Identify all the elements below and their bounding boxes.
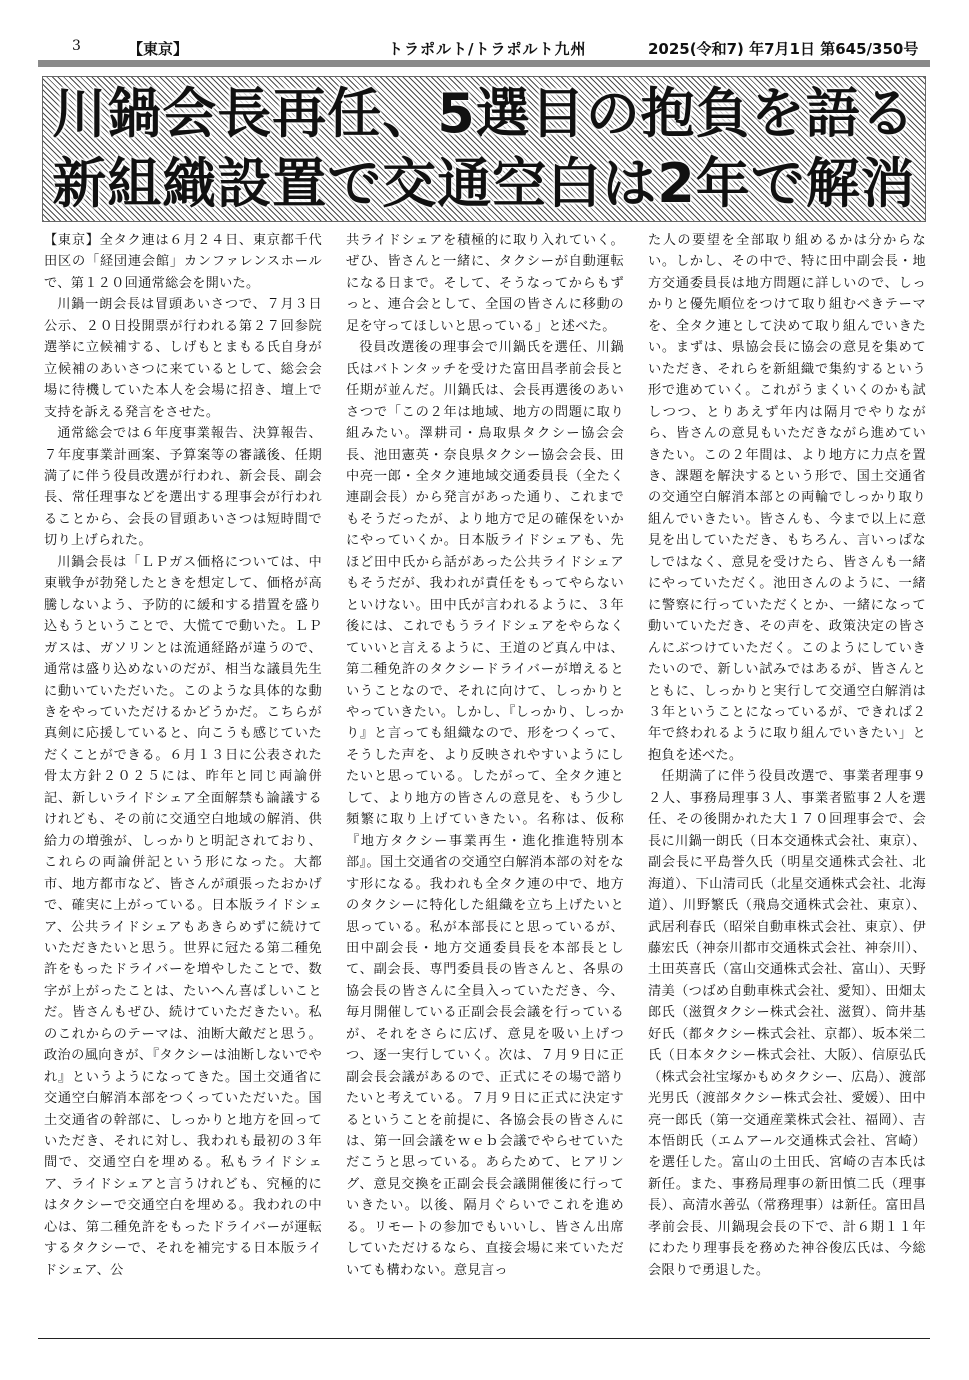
section-label: 【東京】	[128, 40, 189, 58]
paragraph: た人の要望を全部取り組めるかは分からない。しかし、その中で、特に田中副会長・地方交通委員長は地方問題に詳しいので、しっかりと優先順位をつけて取り組むべきテーマを、全タク連として決めて取り組んでいきたい。まずは、県協会長に協会の意見を集めていただき、それらを新組織で集約するという形で進めていく。これがうまくいくのかも試しつつ、とりあえず年内は隔月でやりながら、皆さんの意見もいただきながら進めていきたい。この２年間は、より地方に力点を置き、課題を解決するという形で、国土交通省の交通空白解消本部との両輪でしっかり取り組んでいきたい。皆さんも、今まで以上に意見を出していただき、もちろん、言いっぱなしではなく、意見を受けたら、皆さんも一緒にやっていただく。池田さんのように、一緒に警察に行っていただくとか、一緒になって動いていただき、その声を、政策決定の皆さんにぶつけていただく。このようにしていきたいので、新しい試みではあるが、皆さんとともに、しっかりと実行して交通空白解消は３年ということになっているが、できれば２年で終われるように取り組んでいきたい」と抱負を述べた。	[648, 233, 926, 763]
headline-line-1: 川鍋会長再任、5選目の抱負を語る	[52, 82, 916, 145]
header-rule	[38, 60, 930, 67]
publication-name: トラポルト/トラポルト九州	[388, 40, 587, 58]
article-column-2	[346, 230, 624, 1330]
paragraph: 通常総会では６年度事業報告、決算報告、７年度事業計画案、予算案等の審議後、任期満了に伴う役員改選が行われ、新会長、副会長、常任理事などを選出する理事会が行われることから、会長の冒頭あいさつは短時間で切り上げられた。	[44, 426, 322, 549]
paragraph: 役員改選後の理事会で川鍋氏を選任、川鍋氏はバトンタッチを受けた富田昌孝前会長と任期が並んだ。川鍋氏は、会長再選後のあいさつで「この２年は地域、地方の問題に取り組みたい。澤耕司・鳥取県タクシー協会会長、池田憲英・奈良県タクシー協会会長、田中亮一郎・全タク連地域交通委員長（全たく連副会長）から発言があった通り、これまでもそうだったが、より地方で足の確保をいかにやっていくか。日本版ライドシェアも、先ほど田中氏から話があった公共ライドシェアもそうだが、我われが責任をもってやらないといけない。田中氏が言われるように、３年後には、これでもうライドシェアをやらなくていいと言えるように、王道のど真ん中は、第二種免許のタクシードライバーが増えるということなので、それに向けて、しっかりとやっていきたい。しかし、『しっかり、しっかり』と言っても組織なので、形をつくって、そうした声を、より反映されやすいようにしたいと思っている。したがって、全タク連として、より地方の皆さんの意見を、もう少し頻繁に取り上げていきたい。名称は、仮称『地方タクシー事業再生・進化推進特別本部』。国土交通省の交通空白解消本部の対をなす形になる。我われも全タク連の中で、地方のタクシーに特化した組織を立ち上げたいと思っている。私が本部長にと思っているが、田中副会長・地方交通委員長を本部長として、副会長、専門委員長の皆さんと、各県の協会長の皆さんに全員入っていただき、今、毎月開催している正副会長会議を行っているが、それをさらに広げ、意見を吸い上げつつ、逐一実行していく。次は、７月９日に正副会長会議があるので、正式にその場で諮りたいと考えている。７月９日に正式に決定するということを前提に、各協会長の皆さんには、第一回会議をｗｅｂ会議でやらせていただこうと思っている。あらためて、ヒアリング、意見交換を正副会長会議開催後に行っていきたい。以後、隔月ぐらいでこれを進める。リモートの参加でもいいし、皆さん出席していただけるなら、直接会場に来ていただいても構わない。意見言っ	[346, 340, 624, 1278]
footer-rule	[38, 1338, 930, 1339]
page-number: 3	[72, 38, 81, 54]
headline-line-2: 新組織設置で交通空白は2年で解消	[52, 152, 916, 215]
paragraph: 任期満了に伴う役員改選で、事業者理事９２人、事務局理事３人、事業者監事２人を選任、その後開かれた大１７０回理事会で、会長に川鍋一朗氏（日本交通株式会社、東京）、副会長に平島誉久氏（明星交通株式会社、北海道）、下山清司氏（北星交通株式会社、北海道）、川野繁氏（飛鳥交通株式会社、東京）、武居利春氏（昭栄自動車株式会社、東京）、伊藤宏氏（神奈川都市交通株式会社、神奈川）、土田英喜氏（富山交通株式会社、富山）、天野清美（つばめ自動車株式会社、愛知）、田畑太郎氏（滋賀タクシー株式会社、滋賀）、筒井基好氏（都タクシー株式会社、京都）、坂本栄二氏（日本タクシー株式会社、大阪）、信原弘氏（株式会社宝塚かもめタクシー、広島）、渡部光男氏（渡部タクシー株式会社、愛媛）、田中亮一郎氏（第一交通産業株式会社、福岡）、吉本悟朗氏（エムアール交通株式会社、宮崎）を選任した。富山の土田氏、宮崎の吉本氏は新任。また、事務局理事の新田慎二氏（理事長）、高清水善弘（常務理事）は新任。富田昌孝前会長、川鍋現会長の下で、計６期１１年にわたり理事長を務めた神谷俊広氏は、今総会限りで勇退した。	[648, 769, 926, 1278]
issue-date: 2025(令和7) 年7月1日 第645/350号	[648, 40, 919, 58]
paragraph: 共ライドシェアを積極的に取り入れていく。ぜひ、皆さんと一緒に、タクシーが自動運転になる日まで。そして、そうなってからもずっと、連合会として、全国の皆さんに移動の足を守ってほしいと思っている」と述べた。	[346, 233, 624, 334]
page-header	[0, 38, 969, 60]
paragraph: 川鍋会長は「ＬＰガス価格については、中東戦争が勃発したときを想定して、価格が高騰しないよう、予防的に緩和する措置を盛り込もうということで、大慌てで動いた。ＬＰガスは、ガソリンとは流通経路が違うので、通常は盛り込めないのだが、相当な議員先生に動いていただいた。このような具体的な動きをやっていただけるかどうかだ。こちらが真剣に応援していると、向こうも感じていただくことができる。６月１３日に公表された骨太方針２０２５には、昨年と同じ両論併記、新しいライドシェア全面解禁も論議するけれども、その前に交通空白地域の解消、供給力の増強が、しっかりと明記されており、これらの両論併記という形になった。大都市、地方都市など、皆さんが頑張ったおかげで、確実に上がっている。日本版ライドシェア、公共ライドシェアもあきらめずに続けていただきたいと思う。世界に冠たる第二種免許をもったドライバーを増やしたことで、数字が上がったことは、たいへん喜ばしいことだ。皆さんもぜひ、続けていただきたい。私のこれからのテーマは、油断大敵だと思う。政治の風向きが、『タクシーは油断しないでやれ』というようになってきた。国土交通省に交通空白解消本部をつくっていただいた。国土交通省の幹部に、しっかりと地方を回っていただき、それに対し、我われも最初の３年間で、交通空白を埋める。私もライドシェア、ライドシェアと言うけれども、究極的にはタクシーで交通空白を埋める。我われの中心は、第二種免許をもったドライバーが運転するタクシーで、それを補完する日本版ライドシェア、公	[44, 554, 322, 1278]
article-column-1	[44, 230, 322, 1330]
paragraph: 【東京】全タク連は６月２４日、東京都千代田区の「経団連会館」カンファレンスホールで、第１２０回通常総会を開いた。	[44, 233, 322, 291]
paragraph: 川鍋一朗会長は冒頭あいさつで、７月３日公示、２０日投開票が行われる第２７回参院選挙に立候補する、しげもとまもる氏自身が立候補のあいさつに来ているとして、総会会場に待機していた本人を会場に招き、壇上で支持を訴える発言をさせた。	[44, 297, 322, 420]
headline-box	[42, 76, 926, 222]
article-column-3	[648, 230, 926, 1330]
